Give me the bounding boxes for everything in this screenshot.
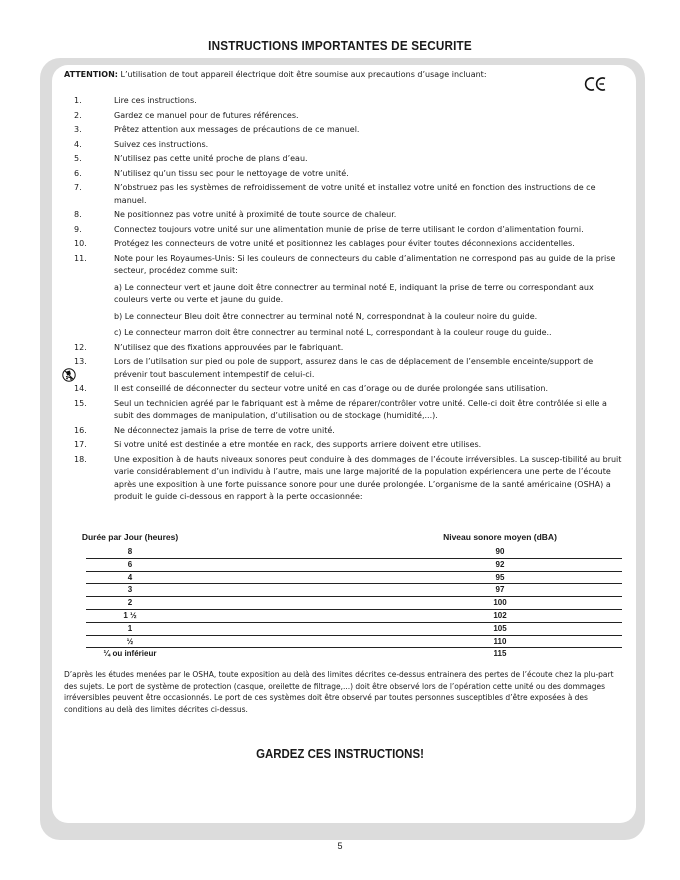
list-item [74, 95, 626, 108]
list-item [74, 139, 626, 152]
item-number: 14. [74, 384, 87, 393]
duration-cell: ¼ ou inférieur [103, 649, 157, 659]
footer-title: GARDEZ CES INSTRUCTIONS! [256, 746, 424, 761]
item-text: Connectez toujours votre unité sur une alimentation munie de prise de terre utilisant le cordon d’alimentation fourni. [114, 224, 584, 234]
item-text: Gardez ce manuel pour de futures références. [114, 110, 299, 120]
item-text: Lire ces instructions. [114, 96, 197, 105]
attention-line [64, 70, 487, 79]
item-number: 8. [74, 210, 82, 219]
ce-mark-icon [584, 76, 608, 92]
header-level: Niveau sonore moyen (dBA) [443, 532, 557, 542]
item-number: 1. [74, 96, 82, 105]
table-row [86, 610, 622, 623]
item-number: 2. [74, 110, 82, 120]
item-text: Suivez ces instructions. [114, 139, 209, 149]
item-number: 11. [74, 253, 87, 263]
list-item [74, 110, 626, 123]
duration-cell: ½ [126, 636, 134, 646]
instruction-list [74, 95, 626, 506]
level-cell: 110 [493, 636, 507, 646]
sub-item: c) Le connecteur marron doit être connectrer au terminal noté L, correspondant à la couleur rouge du guide.. [114, 328, 552, 337]
item-text: Note pour les Royaumes-Unis: Si les couleurs de connecteurs du cable d’alimentation ne correspond pas au guide de la prise secteur, procédez comme suit: [114, 253, 616, 275]
item-text: N’utilisez que des fixations approuvées par le fabriquant. [114, 342, 344, 352]
level-cell: 97 [495, 585, 505, 595]
level-cell: 102 [493, 610, 507, 620]
list-item [74, 124, 626, 137]
list-item [74, 182, 626, 207]
sub-item: b) Le connecteur Bleu doit être connectrer au terminal noté N, correspondnat à la couleur noire du guide. [114, 311, 538, 321]
item-number: 12. [74, 342, 87, 352]
duration-cell: 1 [127, 623, 133, 633]
list-item [74, 238, 626, 251]
page-title: INSTRUCTIONS IMPORTANTES DE SECURITE [208, 38, 472, 53]
item-number: 13. [74, 357, 87, 366]
list-item [74, 356, 626, 381]
duration-cell: 6 [127, 559, 133, 569]
item-number: 18. [74, 454, 87, 464]
item-number: 15. [74, 398, 87, 408]
item-number: 10. [74, 239, 87, 248]
item-number: 16. [74, 425, 87, 435]
duration-cell: 2 [127, 598, 133, 608]
list-item [74, 153, 626, 166]
table-body [86, 546, 622, 660]
list-item [74, 253, 626, 278]
list-item [74, 383, 626, 396]
item-text: N’utilisez pas cette unité proche de plans d’eau. [114, 154, 308, 163]
item-number: 4. [74, 139, 82, 149]
table-row [86, 648, 622, 660]
item-number: 7. [74, 183, 82, 192]
list-item [74, 342, 626, 355]
level-cell: 115 [493, 649, 507, 659]
table-row [86, 572, 622, 585]
item-text: Ne déconnectez jamais la prise de terre de votre unité. [114, 425, 335, 435]
duration-cell: 8 [127, 547, 133, 556]
list-item [74, 454, 626, 504]
table-row [86, 584, 622, 597]
item-number: 17. [74, 440, 87, 449]
list-item [74, 398, 626, 423]
table-row [86, 559, 622, 572]
duration-cell: 4 [127, 572, 133, 582]
list-item [74, 209, 626, 222]
noise-exposure-table [81, 532, 622, 660]
level-cell: 95 [495, 572, 505, 582]
level-cell: 105 [493, 623, 507, 633]
cart-tip-over-warning-icon [62, 368, 76, 382]
item-number: 9. [74, 224, 82, 234]
table-row [86, 597, 622, 610]
page-number: 5 [337, 841, 343, 851]
item-number: 6. [74, 168, 82, 178]
item-text: Il est conseillé de déconnecter du secteur votre unité en cas d’orage ou de durée prolongée sans utilisation. [114, 384, 549, 393]
item-text: Seul un technicien agréé par le fabriquant est à même de réparer/contrôler votre unité. Celle-ci doit être contrôlée si elle a subit des dommages de manipulation, d’utilisation ou de stockage (humidité,...). [114, 398, 607, 420]
item-text: Ne positionnez pas votre unité à proximité de toute source de chaleur. [114, 210, 397, 219]
list-item [74, 439, 626, 452]
item-text: N’obstruez pas les systèmes de refroidissement de votre unité et installez votre unité en fonction des instructions de ce manuel. [114, 183, 596, 205]
level-cell: 100 [493, 598, 507, 608]
list-item [74, 168, 626, 181]
item-number: 5. [74, 154, 82, 163]
item-text: Protégez les connecteurs de votre unité et positionnez les cablages pour éviter toutes déconnexions accidentelles. [114, 239, 575, 248]
item-text: Lors de l’utilsation sur pied ou pole de support, assurez dans le cas de déplacement de l’ensemble enceinte/support de prévenir tout basculement intempestif de celui-ci. [114, 357, 594, 379]
list-item [74, 425, 626, 438]
header-duration: Durée par Jour (heures) [81, 532, 179, 542]
level-cell: 90 [495, 547, 505, 556]
table-header [81, 532, 622, 546]
table-row [86, 546, 622, 559]
attention-text: L’utilisation de tout appareil électrique doit être soumise aux precautions d’usage incluant: [117, 70, 487, 79]
item-text: Si votre unité est destinée a etre montée en rack, des supports arriere doivent etre utilises. [114, 440, 482, 449]
attention-label: ATTENTION: [64, 70, 118, 79]
level-cell: 92 [495, 559, 505, 569]
osha-note: D’après les études menées par le OSHA, toute exposition au delà des limites décrites ce-dessus entrainera des pertes de l’écoute chez la plu-part des sujets. Le port de système de protection (casque, oreilette de filtrage,...) doit être observé lors de l’opération cette unité ou des dommages irréversibles peuvent être occasionnés. Le port de ces systèmes doit être observé par toutes personnes susceptibles d’être exposées à des conditions au delà des limites décrites ci-dessus. [64, 670, 614, 714]
duration-cell: 1 ½ [123, 610, 137, 620]
duration-cell: 3 [127, 585, 133, 595]
list-item [74, 224, 626, 237]
item-text: Une exposition à de hauts niveaux sonores peut conduire à des dommages de l’écoute irréversibles. La suscep-tibilité au bruit varie considérablement d’un individu à l’autre, mais une large majorité de la population expériencera une perte de l’écoute après une exposition à une forte puissance sonore pour une durée prolongée. L’organisme de la santé américaine (OSHA) a produit le guide ci-dessous en rapport à la perte occasionnée: [114, 454, 622, 501]
item-text: N’utilisez qu’un tissu sec pour le nettoyage de votre unité. [114, 168, 349, 178]
item-number: 3. [74, 125, 82, 134]
table-row [86, 623, 622, 636]
table-row [86, 636, 622, 649]
sub-item: a) Le connecteur vert et jaune doit être connectrer au terminal noté E, indiquant la prise de terre ou correspondant aux couleurs verte ou verte et jaune du guide. [114, 282, 594, 304]
item-text: Prêtez attention aux messages de précautions de ce manuel. [114, 125, 360, 134]
